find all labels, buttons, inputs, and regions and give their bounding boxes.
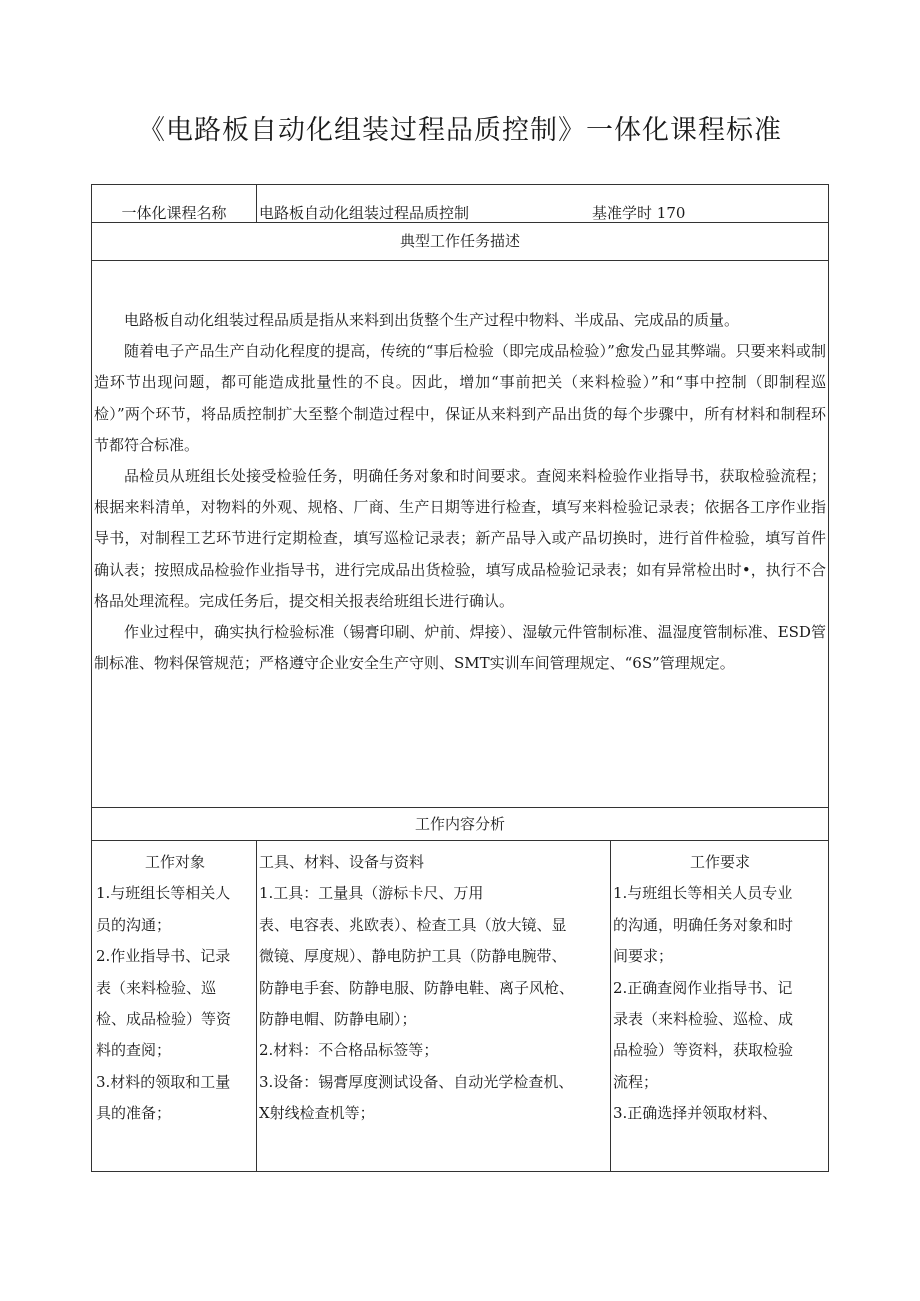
work-objects-line: 检、成品检验）等资 <box>96 1010 232 1029</box>
task-paragraph: 作业过程中，确实执行检验标准（锡膏印刷、炉前、焊接）、湿敏元件管制标准、温湿度管制标准、ESD管制标准、物料保管规范；严格遵守企业安全生产守则、SMT实训车间管理规定、“6S”管理规定。 <box>94 623 826 673</box>
work-objects-line: 2.作业指导书、记录 <box>96 947 231 966</box>
course-name-value: 电路板自动化组装过程品质控制 <box>259 204 470 222</box>
work-objects-column <box>96 847 254 1130</box>
task-description <box>92 305 828 679</box>
tools-materials-line: 防静电手套、防静电服、防静电鞋、离子风枪、 <box>259 978 575 997</box>
task-paragraph: 品检员从班组长处接受检验任务，明确任务对象和时间要求。查阅来料检验作业指导书，获取检验流程；根据来料清单，对物料的外观、规格、厂商、生产日期等进行检查，填写来料检验记录表；依据各工序作业指导书，对制程工艺环节进行定期检查，填写巡检记录表；新产品导入或产品切换时，进行首件检验，填写首件确认表；按照成品检验作业指导书，进行完成品出货检验，填写成品检验记录表；如有异常检出时•，执行不合格品处理流程。完成任务后，提交相关报表给班组长进行确认。 <box>94 467 826 610</box>
tools-materials-line: 2.材料：不合格品标签等； <box>259 1041 439 1060</box>
task-section-heading: 典型工作任务描述 <box>399 232 520 250</box>
base-hours-label: 基准学时 <box>592 204 653 222</box>
work-objects-line: 具的准备； <box>96 1104 172 1123</box>
work-requirements-line: 1.与班组长等相关人员专业 <box>613 884 793 903</box>
row-divider <box>92 260 828 261</box>
work-requirements-line: 的沟通，明确任务对象和时 <box>613 915 794 934</box>
work-objects-line: 员的沟通； <box>96 915 172 934</box>
work-requirements-line: 录表（来料检验、巡检、成 <box>613 1010 794 1029</box>
work-requirements-column <box>613 847 827 1130</box>
column-divider <box>256 840 257 1172</box>
work-requirements-line: 3.正确选择并领取材料、 <box>613 1104 778 1123</box>
task-paragraph: 电路板自动化组装过程品质是指从来料到出货整个生产过程中物料、半成品、完成品的质量。 <box>124 311 740 329</box>
work-objects-line: 表（来料检验、巡 <box>96 978 217 997</box>
analysis-section-heading: 工作内容分析 <box>414 815 505 833</box>
course-standard-table <box>91 184 829 1172</box>
work-objects-header: 工作对象 <box>144 853 205 871</box>
work-requirements-header: 工作要求 <box>689 853 750 871</box>
tools-materials-line: 1.工具：工量具（游标卡尺、万用 <box>259 884 484 903</box>
course-name-label: 一体化课程名称 <box>121 204 227 222</box>
work-objects-line: 料的查阅； <box>96 1041 172 1060</box>
work-requirements-line: 品检验）等资料，获取检验 <box>613 1041 794 1060</box>
column-divider <box>610 840 611 1172</box>
base-hours <box>592 203 685 223</box>
task-paragraph: 随着电子产品生产自动化程度的提高，传统的“事后检验（即完成品检验）”愈发凸显其弊端。只要来料或制造环节出现问题，都可能造成批量性的不良。因此，增加“事前把关（来料检验）”和“事中控制（即制程巡检）”两个环节，将品质控制扩大至整个制造过程中，保证从来料到产品出货的每个步骤中，所有材料和制程环节都符合标准。 <box>94 342 826 454</box>
tools-materials-column <box>259 847 607 1130</box>
base-hours-value: 170 <box>656 204 686 222</box>
work-requirements-line: 间要求； <box>613 947 674 966</box>
work-requirements-line: 流程； <box>613 1072 659 1091</box>
row-divider <box>92 807 828 808</box>
work-objects-line: 1.与班组长等相关人 <box>96 884 231 903</box>
tools-materials-line: 表、电容表、兆欧表）、检查工具（放大镜、显 <box>259 915 567 934</box>
work-objects-line: 3.材料的领取和工量 <box>96 1072 231 1091</box>
tools-materials-line: 3.设备：锡膏厚度测试设备、自动光学检查机、 <box>259 1072 574 1091</box>
column-divider <box>256 185 257 222</box>
tools-materials-line: X射线检查机等； <box>259 1104 375 1123</box>
work-requirements-line: 2.正确查阅作业指导书、记 <box>613 978 793 997</box>
row-divider <box>92 840 828 841</box>
document-title: 《电路板自动化组装过程品质控制》一体化课程标准 <box>138 115 782 146</box>
tools-materials-line: 防静电帽、防静电刷）； <box>259 1010 417 1029</box>
tools-materials-line: 微镜、厚度规）、静电防护工具（防静电腕带、 <box>259 947 567 966</box>
tools-materials-header: 工具、材料、设备与资料 <box>259 853 425 871</box>
